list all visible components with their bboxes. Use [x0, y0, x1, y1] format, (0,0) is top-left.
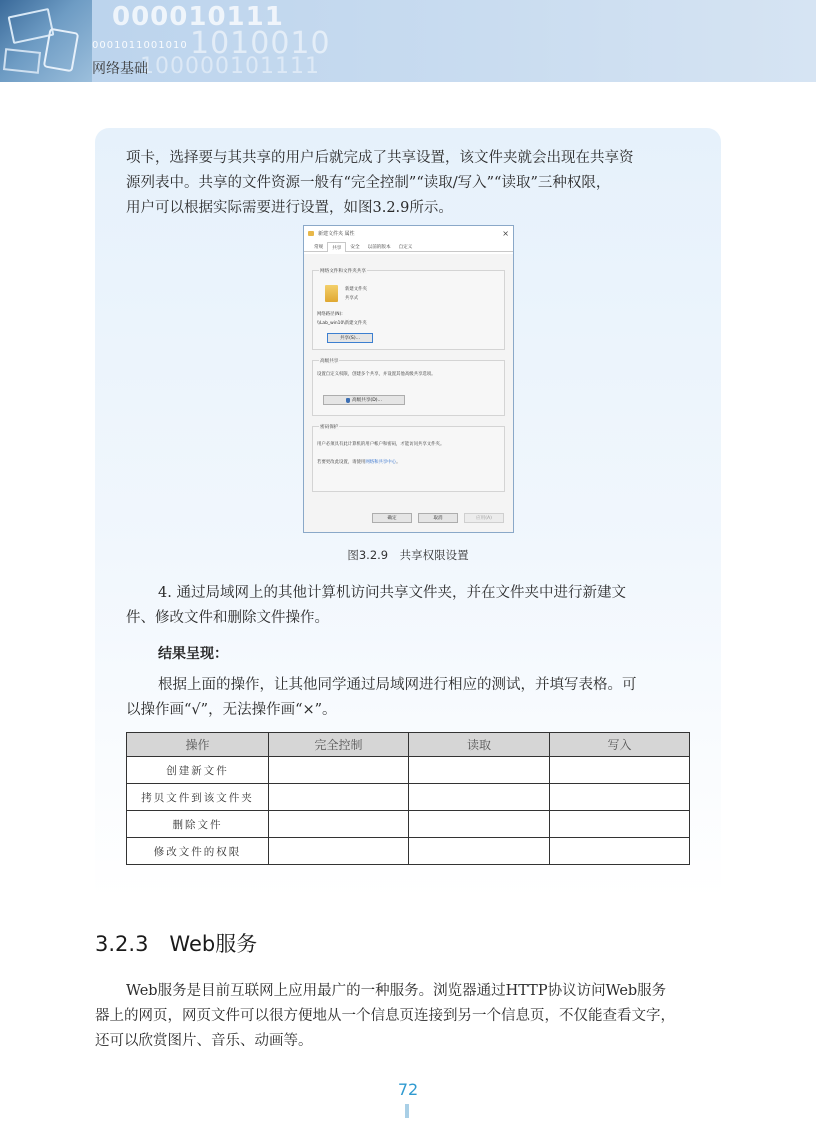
read-cell[interactable] [409, 784, 550, 811]
page-number-marker [405, 1104, 409, 1118]
result-heading: 结果呈现： [158, 646, 228, 662]
share-button[interactable]: 共享(S)... [327, 333, 373, 343]
shield-icon [346, 398, 350, 403]
write-cell[interactable] [550, 838, 690, 865]
dialog-body [304, 254, 513, 532]
password-protection-title: 密码保护 [320, 425, 339, 430]
folder-icon [308, 231, 314, 236]
full-control-cell[interactable] [269, 757, 409, 784]
password-line-suffix: 。 [396, 460, 401, 465]
network-path-label: 网络路径(N): [317, 312, 343, 317]
tab-customize[interactable]: 自定义 [398, 245, 413, 250]
intro-line-2: 源列表中。共享的文件资源一般有“完全控制”“读取/写入”“读取”三种权限， [126, 175, 611, 191]
figure-caption: 图3.2.9 共享权限设置 [347, 548, 469, 562]
network-sharing-center-link[interactable]: 网络和共享中心 [365, 460, 397, 465]
advanced-sharing-group [312, 360, 505, 416]
tab-general[interactable]: 常规 [314, 245, 324, 250]
header-operation: 操作 [127, 733, 269, 757]
operation-cell: 拷贝文件到该文件夹 [127, 784, 269, 811]
tab-sharing[interactable]: 共享 [327, 242, 346, 252]
intro-line-3: 用户可以根据实际需要进行设置，如图3.2.9所示。 [126, 200, 453, 216]
header-binary-1: 000010111 [112, 2, 284, 32]
shared-folder-status: 共享式 [345, 296, 359, 301]
screen-shape [3, 48, 41, 74]
table-row [127, 784, 690, 811]
full-control-cell[interactable] [269, 811, 409, 838]
intro-line-1: 项卡，选择要与其共享的用户后就完成了共享设置，该文件夹就会出现在共享资 [126, 150, 634, 166]
table-row [127, 811, 690, 838]
folder-properties-dialog [303, 225, 514, 533]
cancel-button[interactable]: 取消 [418, 513, 458, 523]
network-sharing-title: 网络文件和文件夹共享 [320, 269, 366, 274]
header-binary-3: 1010010 [190, 26, 331, 61]
header-full-control: 完全控制 [269, 733, 409, 757]
page-number: 72 [397, 1080, 419, 1099]
password-line-prefix: 若要更改此设置，请使用 [317, 460, 366, 465]
read-cell[interactable] [409, 757, 550, 784]
header-devices-photo [0, 0, 92, 82]
write-cell[interactable] [550, 757, 690, 784]
ok-button[interactable]: 确定 [372, 513, 412, 523]
dialog-titlebar [304, 226, 513, 240]
operation-cell: 创建新文件 [127, 757, 269, 784]
web-line-1: Web服务是目前互联网上应用最广的一种服务。浏览器通过HTTP协议访问Web服务 [126, 983, 667, 999]
dialog-title: 新建文件夹 属性 [318, 230, 355, 237]
step4-line-2: 件、修改文件和删除文件操作。 [126, 610, 329, 626]
header-binary-2: 0001011001010 [92, 40, 188, 51]
advanced-sharing-button-label: 高级共享(D)... [352, 398, 382, 403]
page-header [0, 0, 816, 82]
shared-folder-name: 新建文件夹 [345, 287, 367, 292]
header-read: 读取 [409, 733, 550, 757]
read-cell[interactable] [409, 811, 550, 838]
operation-cell: 修改文件的权限 [127, 838, 269, 865]
password-protection-line-2 [317, 459, 400, 465]
network-sharing-group [312, 270, 505, 350]
close-icon[interactable]: × [502, 228, 509, 238]
read-cell[interactable] [409, 838, 550, 865]
table-header-row [127, 733, 690, 757]
tab-previous-versions[interactable]: 以前的版本 [367, 245, 391, 250]
table-row [127, 757, 690, 784]
section-heading: 3.2.3 Web服务 [95, 932, 258, 956]
result-table [126, 732, 690, 865]
result-line-1: 根据上面的操作，让其他同学通过局域网进行相应的测试，并填写表格。可 [158, 677, 637, 693]
tab-security[interactable]: 安全 [350, 245, 360, 250]
network-path-value: \\Lab_win10\新建文件夹 [317, 321, 367, 326]
advanced-sharing-description: 设置自定义权限，创建多个共享，并设置其他高级共享选项。 [317, 372, 436, 377]
full-control-cell[interactable] [269, 838, 409, 865]
tablet-shape [43, 28, 79, 73]
web-line-2: 器上的网页，网页文件可以很方便地从一个信息页连接到另一个信息页，不仅能查看文字， [95, 1008, 675, 1024]
dialog-tabs [304, 242, 513, 252]
apply-button[interactable]: 应用(A) [464, 513, 504, 523]
web-line-3: 还可以欣赏图片、音乐、动画等。 [95, 1033, 313, 1049]
table-row [127, 838, 690, 865]
step4-line-1: 4. 通过局域网上的其他计算机访问共享文件夹，并在文件夹中进行新建文 [158, 585, 626, 601]
result-line-2: 以操作画“√”，无法操作画“×”。 [126, 702, 337, 718]
write-cell[interactable] [550, 811, 690, 838]
full-control-cell[interactable] [269, 784, 409, 811]
password-protection-line-1: 用户必须具有此计算机的用户帐户和密码，才能访问共享文件夹。 [317, 442, 445, 447]
header-binary-4: 100000101111 [140, 54, 320, 79]
shared-folder-icon [325, 285, 338, 302]
advanced-sharing-title: 高级共享 [320, 359, 339, 364]
password-protection-group [312, 426, 505, 492]
operation-cell: 删除文件 [127, 811, 269, 838]
write-cell[interactable] [550, 784, 690, 811]
chapter-title: 网络基础 [92, 61, 148, 77]
advanced-sharing-button[interactable] [323, 395, 405, 405]
header-write: 写入 [550, 733, 690, 757]
